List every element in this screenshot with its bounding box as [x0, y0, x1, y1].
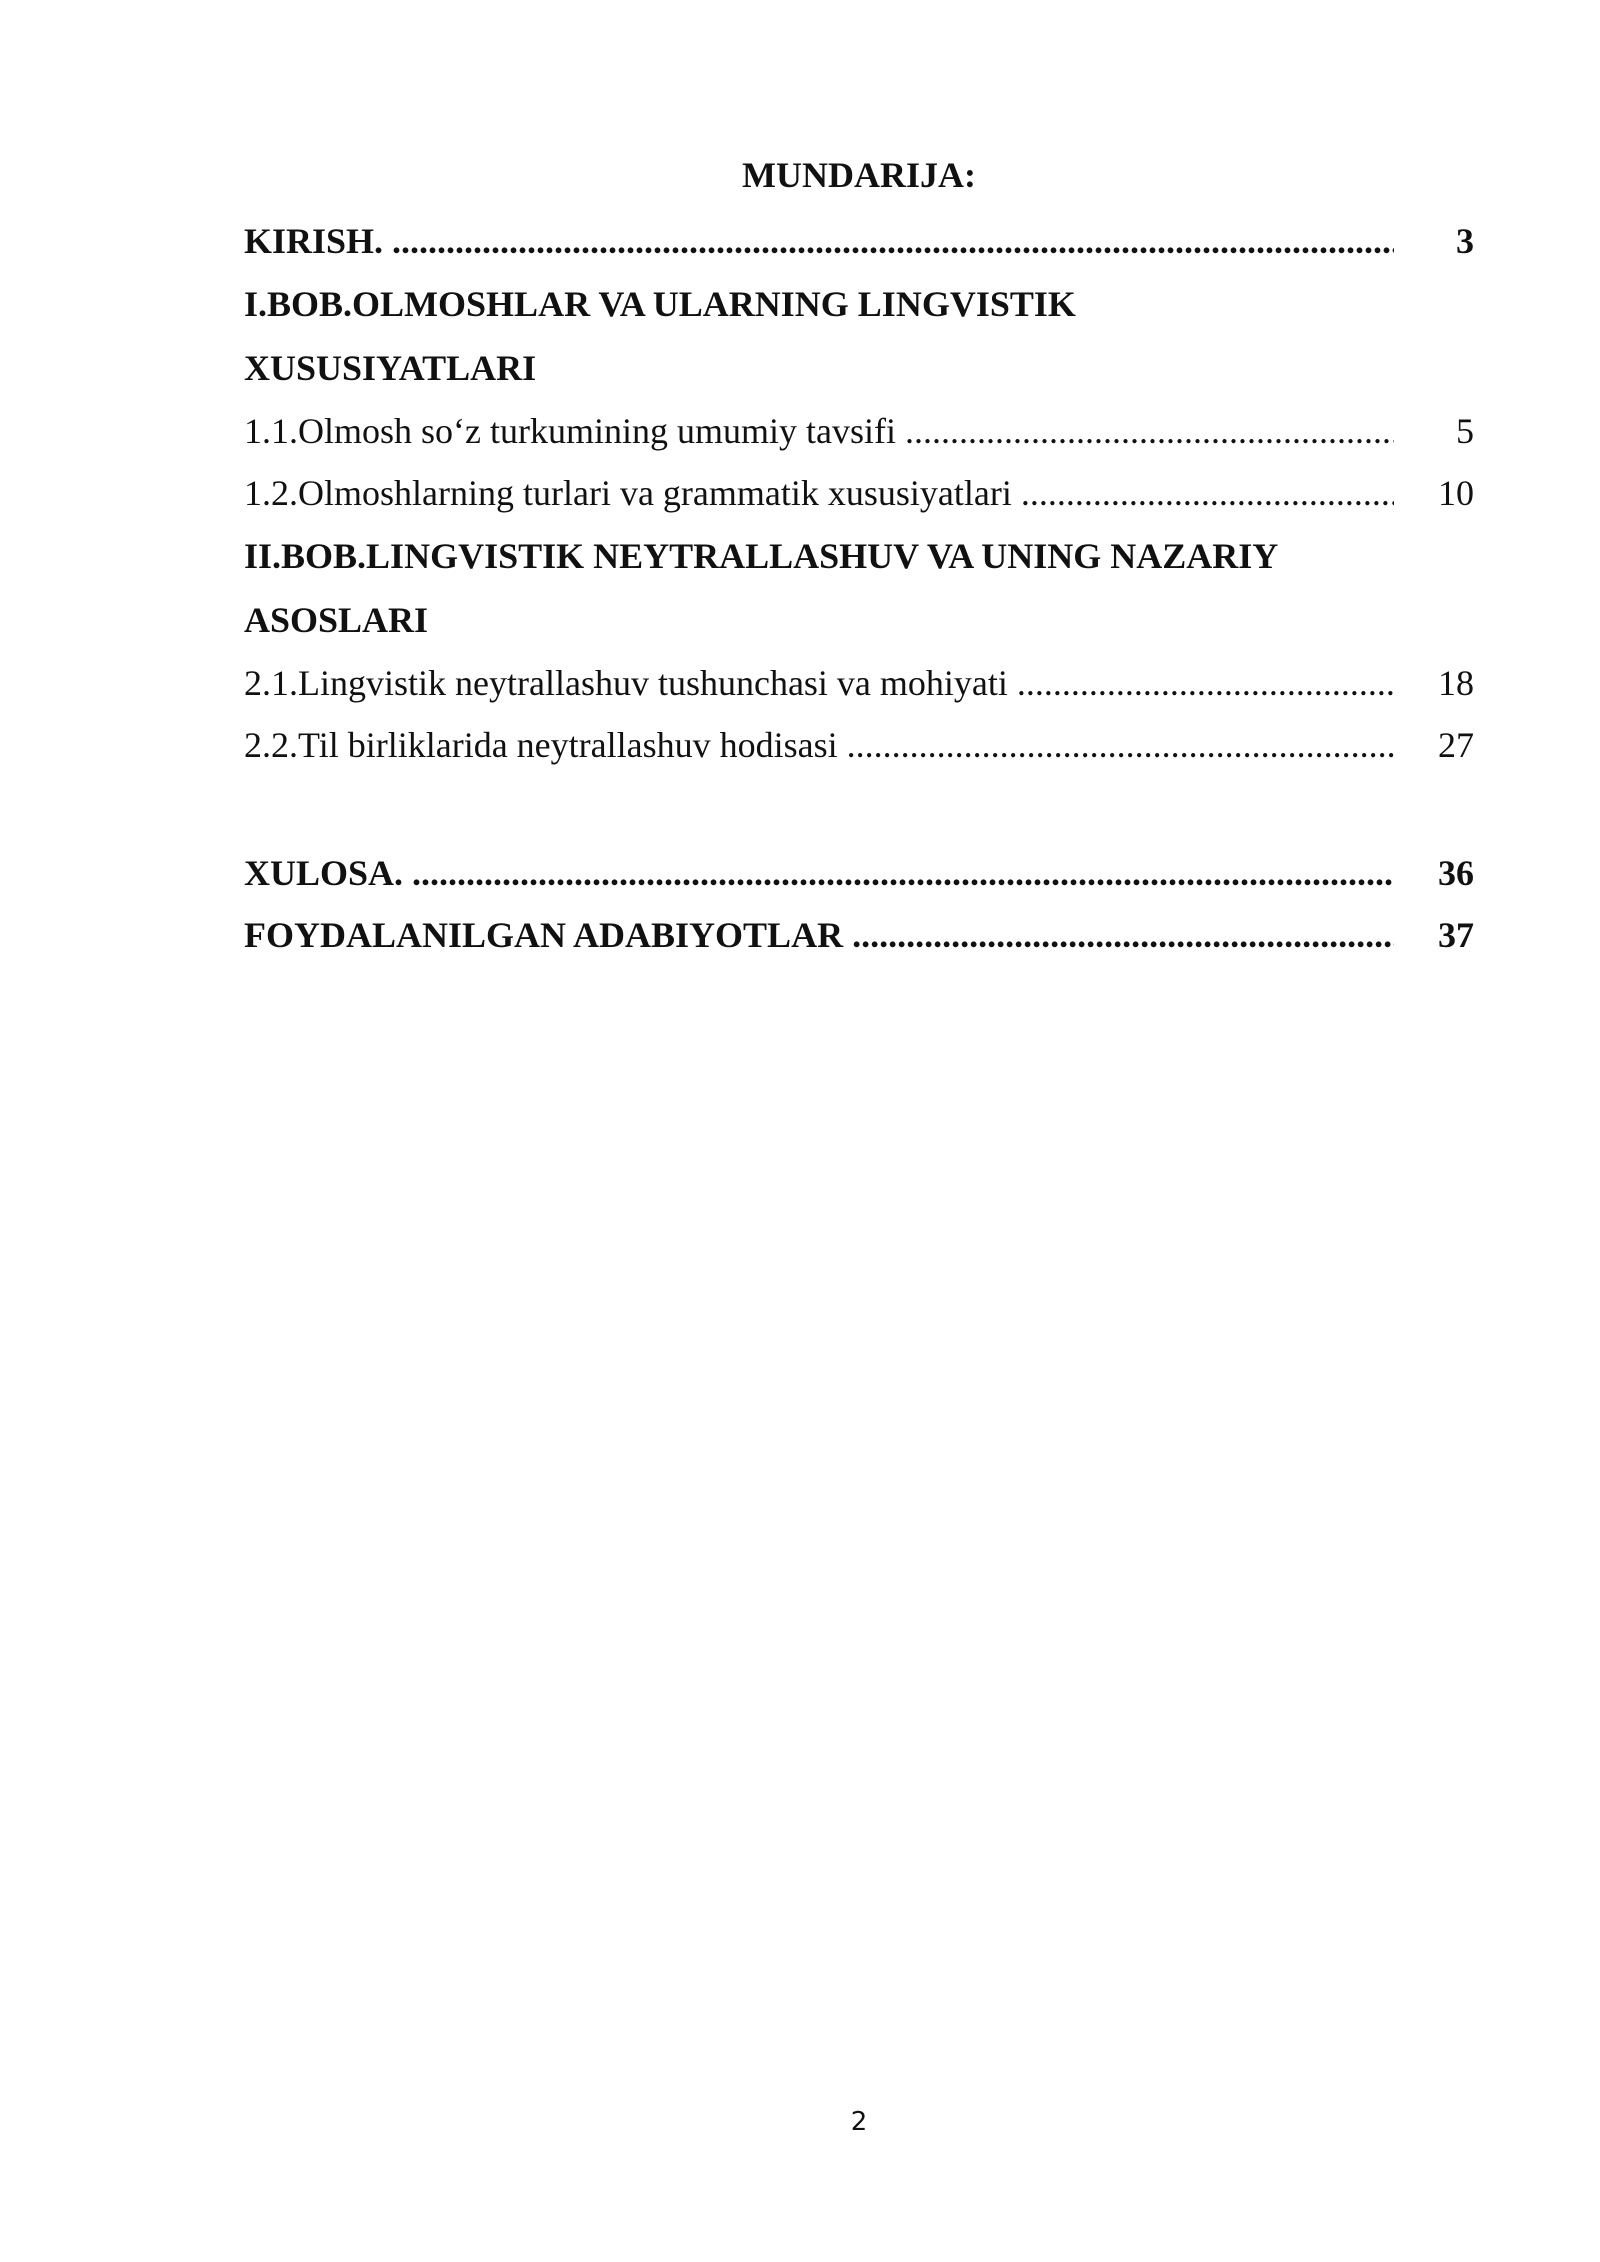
toc-entry-label: 2.2.Til birliklarida neytrallashuv hodisasi ..... — [244, 714, 1394, 776]
toc-spacer — [244, 776, 1474, 842]
toc-entry-2-1[interactable] — [244, 652, 1474, 714]
toc-entry-page: 10 — [1438, 473, 1474, 513]
toc-chapter-1-heading[interactable] — [244, 272, 1474, 336]
toc-chapter-1-heading-cont[interactable] — [244, 336, 1474, 400]
toc-entry-page: 5 — [1456, 411, 1474, 451]
toc-entry-xulosa[interactable] — [244, 842, 1474, 904]
toc-entry-page: 37 — [1438, 915, 1474, 955]
toc-chapter-2-heading[interactable] — [244, 524, 1474, 588]
toc-entry-2-2[interactable] — [244, 714, 1474, 776]
toc-entry-label: 2.1.Lingvistik neytrallashuv tushunchasi va mohiyati ..... — [244, 652, 1394, 714]
toc-entry-kirish[interactable] — [244, 210, 1474, 272]
page-number: 2 — [850, 2107, 868, 2137]
toc-entry-page: 27 — [1438, 725, 1474, 765]
toc-entry-page: 36 — [1438, 853, 1474, 893]
toc-entry-page: 3 — [1456, 221, 1474, 261]
toc-entry-label: FOYDALANILGAN ADABIYOTLAR ..... — [244, 904, 1394, 966]
toc-entry-1-2[interactable] — [244, 462, 1474, 524]
toc-entry-label: II.BOB.LINGVISTIK NEYTRALLASHUV VA UNING NAZARIY — [244, 536, 1279, 576]
toc-entry-page: 18 — [1438, 663, 1474, 703]
toc-title: MUNDARIJA: — [742, 155, 976, 195]
table-of-contents — [244, 210, 1474, 966]
toc-entry-label: 1.2.Olmoshlarning turlari va grammatik xususiyatlari ..... — [244, 462, 1394, 524]
toc-entry-1-1[interactable] — [244, 400, 1474, 462]
toc-entry-label: XUSUSIYATLARI — [244, 348, 537, 388]
toc-entry-label: KIRISH. ..... — [244, 210, 1394, 272]
toc-entry-label: 1.1.Olmosh so‘z turkumining umumiy tavsifi ..... — [244, 400, 1394, 462]
toc-entry-label: ASOSLARI — [244, 600, 429, 640]
toc-entry-label: I.BOB.OLMOSHLAR VA ULARNING LINGVISTIK — [244, 284, 1076, 324]
toc-entry-adabiyotlar[interactable] — [244, 904, 1474, 966]
toc-entry-label: XULOSA. ..... — [244, 842, 1394, 904]
toc-chapter-2-heading-cont[interactable] — [244, 588, 1474, 652]
